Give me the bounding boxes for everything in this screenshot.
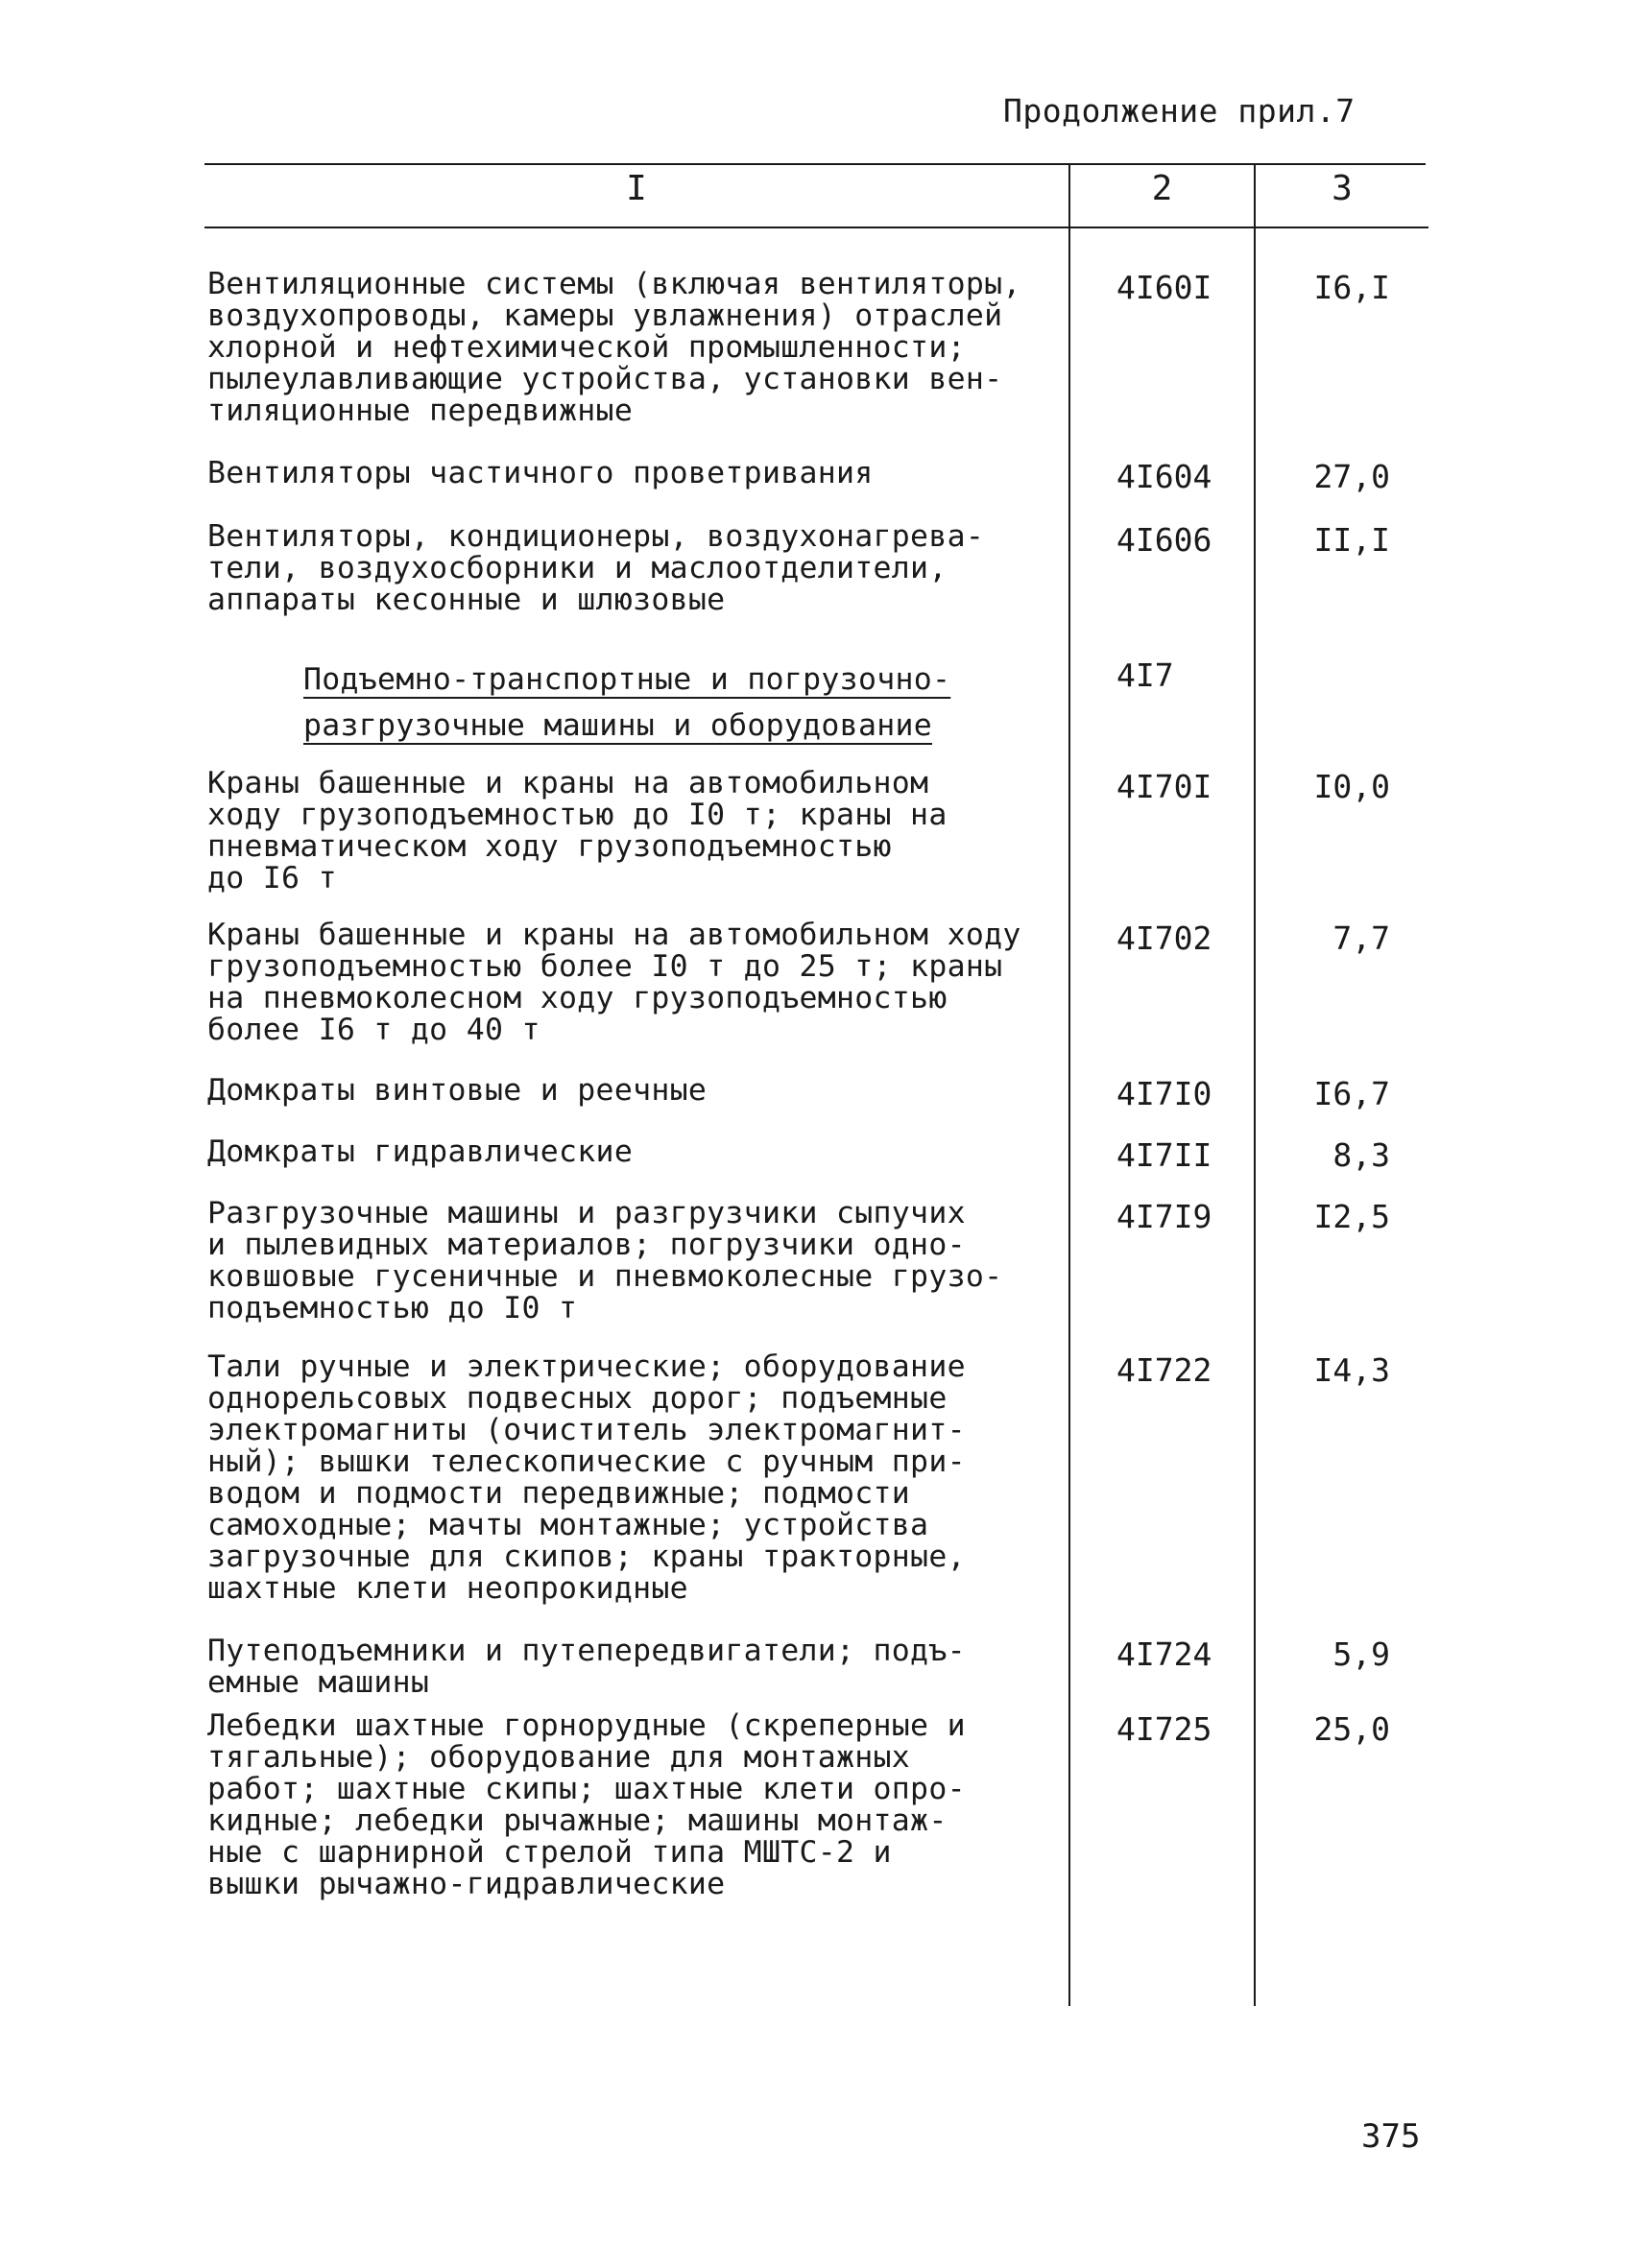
- row-description: Краны башенные и краны на автомобильном ходу грузоподъемностью более I0 т до 25 т; краны на пневмоколесном ходу грузоподъемностью более I6 т до 40 т: [207, 918, 1021, 1047]
- row-value: 5,9: [1332, 1635, 1390, 1673]
- row-code: 4I7: [1116, 657, 1174, 694]
- row-value: I6,7: [1313, 1075, 1390, 1112]
- row-description: Краны башенные и краны на автомобильном ходу грузоподъемностью до I0 т; краны на пневматическом ходу грузоподъемностью до I6 т: [207, 766, 948, 895]
- row-code: 4I7II: [1116, 1136, 1212, 1174]
- table-header-rule: [204, 227, 1428, 228]
- section-heading: [303, 657, 975, 749]
- row-description: Путеподъемники и путепередвигатели; подъ- емные машины: [207, 1634, 966, 1700]
- row-value: 25,0: [1313, 1710, 1390, 1748]
- row-code: 4I724: [1116, 1635, 1212, 1673]
- row-code: 4I7I0: [1116, 1075, 1212, 1112]
- row-value: II,I: [1313, 521, 1390, 559]
- page-number: 375: [1361, 2117, 1421, 2156]
- row-description: Вентиляторы частичного проветривания: [207, 456, 874, 490]
- row-code: 4I60I: [1116, 269, 1212, 306]
- row-description: Разгрузочные машины и разгрузчики сыпучих и пылевидных материалов; погрузчики одно- ковшовые гусеничные и пневмоколесные грузо- подъемностью до I0 т: [207, 1196, 1003, 1325]
- row-description: Тали ручные и электрические; оборудование однорельсовых подвесных дорог; подъемные электромагниты (очиститель электромагнит- ный); вышки телескопические с ручным при- водом и подмости передвижные; подмости самоходные; мачты монтажные; устройства загрузочные для скипов; краны тракторные, шахтные клети неопрокидные: [207, 1349, 966, 1606]
- column-divider-2: [1254, 163, 1256, 2006]
- row-description: Вентиляторы, кондиционеры, воздухонагрева- тели, воздухосборники и маслоотделители, аппараты кесонные и шлюзовые: [207, 519, 985, 617]
- row-value: I4,3: [1313, 1351, 1390, 1389]
- row-code: 4I7I9: [1116, 1198, 1212, 1235]
- row-description: Лебедки шахтные горнорудные (скреперные и тягальные); оборудование для монтажных работ; шахтные скипы; шахтные клети опро- кидные; лебедки рычажные; машины монтаж- ные с шарнирной стрелой типа МШТС-2 и вышки рычажно-гидравлические: [207, 1708, 966, 1901]
- row-code: 4I606: [1116, 521, 1212, 559]
- column-header-1: I: [626, 169, 647, 208]
- row-code: 4I725: [1116, 1710, 1212, 1748]
- row-code: 4I70I: [1116, 768, 1212, 805]
- table-top-rule: [204, 163, 1426, 165]
- column-divider-1: [1068, 163, 1070, 2006]
- row-description: Вентиляционные системы (включая вентиляторы, воздухопроводы, камеры увлажнения) отраслей хлорной и нефтехимической промышленности; пылеулавливающие устройства, установки вен- тиляционные передвижные: [207, 267, 1021, 428]
- column-header-3: 3: [1332, 169, 1353, 208]
- row-value: 27,0: [1313, 458, 1390, 495]
- row-description: Домкраты гидравлические: [207, 1134, 634, 1169]
- row-code: 4I604: [1116, 458, 1212, 495]
- row-value: I2,5: [1313, 1198, 1390, 1235]
- row-value: I6,I: [1313, 269, 1390, 306]
- continuation-note: Продолжение прил.7: [1003, 92, 1356, 130]
- column-header-2: 2: [1151, 169, 1173, 208]
- row-code: 4I702: [1116, 919, 1212, 957]
- row-code: 4I722: [1116, 1351, 1212, 1389]
- row-description: Домкраты винтовые и реечные: [207, 1073, 708, 1108]
- section-heading-text: Подъемно-транспортные и погрузочно-разгрузочные машины и оборудование: [303, 662, 951, 743]
- row-value: 7,7: [1332, 919, 1390, 957]
- row-value: 8,3: [1332, 1136, 1390, 1174]
- row-value: I0,0: [1313, 768, 1390, 805]
